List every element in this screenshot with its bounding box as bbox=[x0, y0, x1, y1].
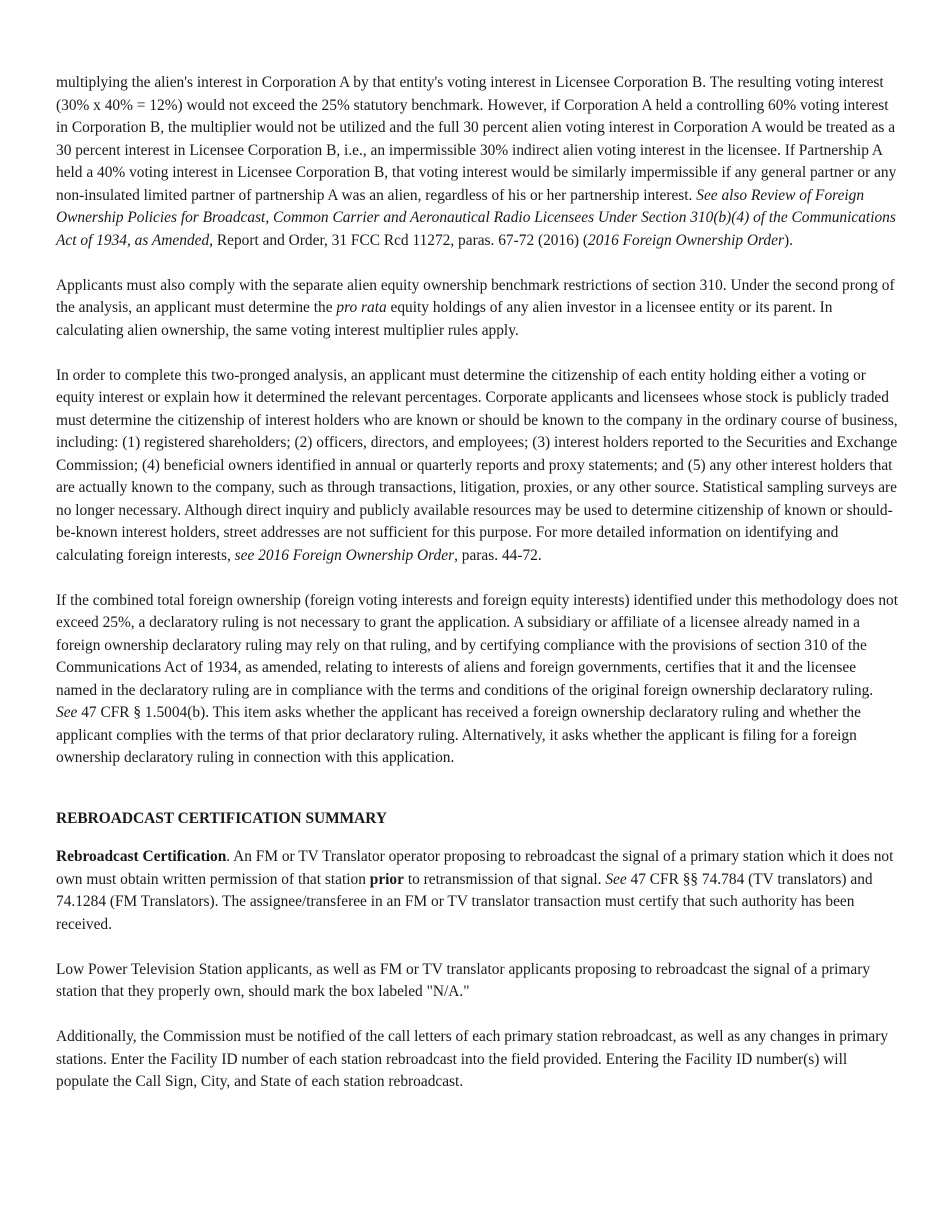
short-citation: see 2016 Foreign Ownership Order bbox=[234, 546, 455, 564]
text-run: If the combined total foreign ownership (foreign voting interests and foreign equity interests) identified under this methodology does not exceed 25%, a declaratory ruling is not necessary to grant the application. A subsidiary or affiliate of a licensee already named in a foreign ownership declaratory ruling may rely on that ruling, and by certifying compliance with the provisions of section 310 of the Communications Act of 1934, as amended, relating to interests of aliens and foreign governments, certifies that it and the licensee named in the declaratory ruling are in compliance with the terms and conditions of the original foreign ownership declaratory ruling. bbox=[56, 591, 899, 699]
text-run: , Report and Order, 31 FCC Rcd 11272, paras. 67-72 (2016) ( bbox=[209, 231, 588, 249]
text-run: equity holdings of any alien investor in a licensee entity or its parent. In calculating alien ownership, the same voting interest multiplier rules apply. bbox=[56, 299, 833, 339]
section-heading: REBROADCAST CERTIFICATION SUMMARY bbox=[56, 809, 387, 827]
italic-term: pro rata bbox=[336, 299, 387, 316]
text-run: ). bbox=[783, 231, 793, 249]
run-in-heading: Rebroadcast Certification bbox=[56, 848, 227, 865]
signal-word: See bbox=[605, 870, 627, 888]
paragraph-two-pronged-analysis bbox=[56, 365, 898, 568]
case-citation: See also Review of Foreign Ownership Policies for Broadcast, Common Carrier and Aeronautical Radio Licensees Under Section 310(b)(4) of the Communications Act of 1934, as Amended bbox=[56, 186, 896, 249]
text-run: . An FM or TV Translator operator proposing to rebroadcast the signal of a primary station which it does not own must obtain written permission of that station bbox=[56, 848, 894, 888]
text-run: In order to complete this two-pronged analysis, an applicant must determine the citizenship of each entity holding either a voting or equity interest or explain how it determined the relevant percentages. Corporate applicants and licensees whose stock is publicly traded must determine the citizenship of interest holders who are known or should be known to the company in the ordinary course of business, including: (1) registered shareholders; (2) officers, directors, and employees; (3) interest holders reported to the Securities and Exchange Commission; (4) beneficial owners identified in annual or quarterly reports and proxy statements; and (5) any other interest holders that are actually known to the company, such as through transactions, litigation, proxies, or any other source. Statistical sampling surveys are no longer necessary. Although direct inquiry and publicly available resources may be used to determine citizenship of known or should-be-known interest holders, street addresses are not sufficient for this purpose. For more detailed information on identifying and calculating foreign interests, bbox=[56, 366, 898, 564]
text-run: multiplying the alien's interest in Corporation A by that entity's voting interest in Licensee Corporation B. The resulting voting interest (30% x 40% = 12%) would not exceed the 25% statutory benchmark. However, if Corporation A held a controlling 60% voting interest in Corporation B, the multiplier would not be utilized and the full 30 percent alien voting interest in Corporation A would be treated as a 30 percent interest in Licensee Corporation B, i.e., an impermissible 30% indirect alien voting interest in the licensee. If Partnership A held a 40% voting interest in Licensee Corporation B, that voting interest would be similarly impermissible if any general partner or any non-insulated limited partner of partnership A was an alien, regardless of his or her partnership interest. bbox=[56, 74, 897, 204]
document-page bbox=[56, 72, 898, 1116]
paragraph-lptv-na: Low Power Television Station applicants, as well as FM or TV translator applicants proposing to rebroadcast the signal of a primary station that they properly own, should mark the box labeled "N/A." bbox=[56, 960, 871, 1000]
signal-word: See bbox=[56, 704, 78, 721]
short-citation: 2016 Foreign Ownership Order bbox=[588, 231, 784, 249]
text-run: 47 CFR § 1.5004(b). This item asks whether the applicant has received a foreign ownership declaratory ruling and whether the applicant complies with the terms of that prior declaratory ruling. Alternatively, it asks whether the applicant is filing for a foreign ownership declaratory ruling in connection with this application. bbox=[56, 704, 861, 766]
bold-term: prior bbox=[369, 870, 404, 888]
paragraph-declaratory-ruling bbox=[56, 590, 898, 770]
text-run: 47 CFR §§ 74.784 (TV translators) and 74.1284 (FM Translators). The assignee/transferee in an FM or TV translator transaction must certify that such authority has been received. bbox=[56, 870, 873, 933]
text-run: , paras. 44-72. bbox=[454, 546, 542, 564]
paragraph-alien-equity bbox=[56, 275, 898, 343]
text-run: to retransmission of that signal. bbox=[403, 870, 606, 888]
paragraph-call-letters: Additionally, the Commission must be notified of the call letters of each primary station rebroadcast, as well as any changes in primary stations. Enter the Facility ID number of each station rebroadcast into the field provided. Entering the Facility ID number(s) will populate the Call Sign, City, and State of each station rebroadcast. bbox=[56, 1028, 889, 1090]
paragraph-foreign-voting-multiplier bbox=[56, 72, 898, 252]
paragraph-rebroadcast-certification bbox=[56, 846, 898, 936]
text-run: Applicants must also comply with the separate alien equity ownership benchmark restrictions of section 310. Under the second prong of the analysis, an applicant must determine the bbox=[56, 276, 895, 316]
